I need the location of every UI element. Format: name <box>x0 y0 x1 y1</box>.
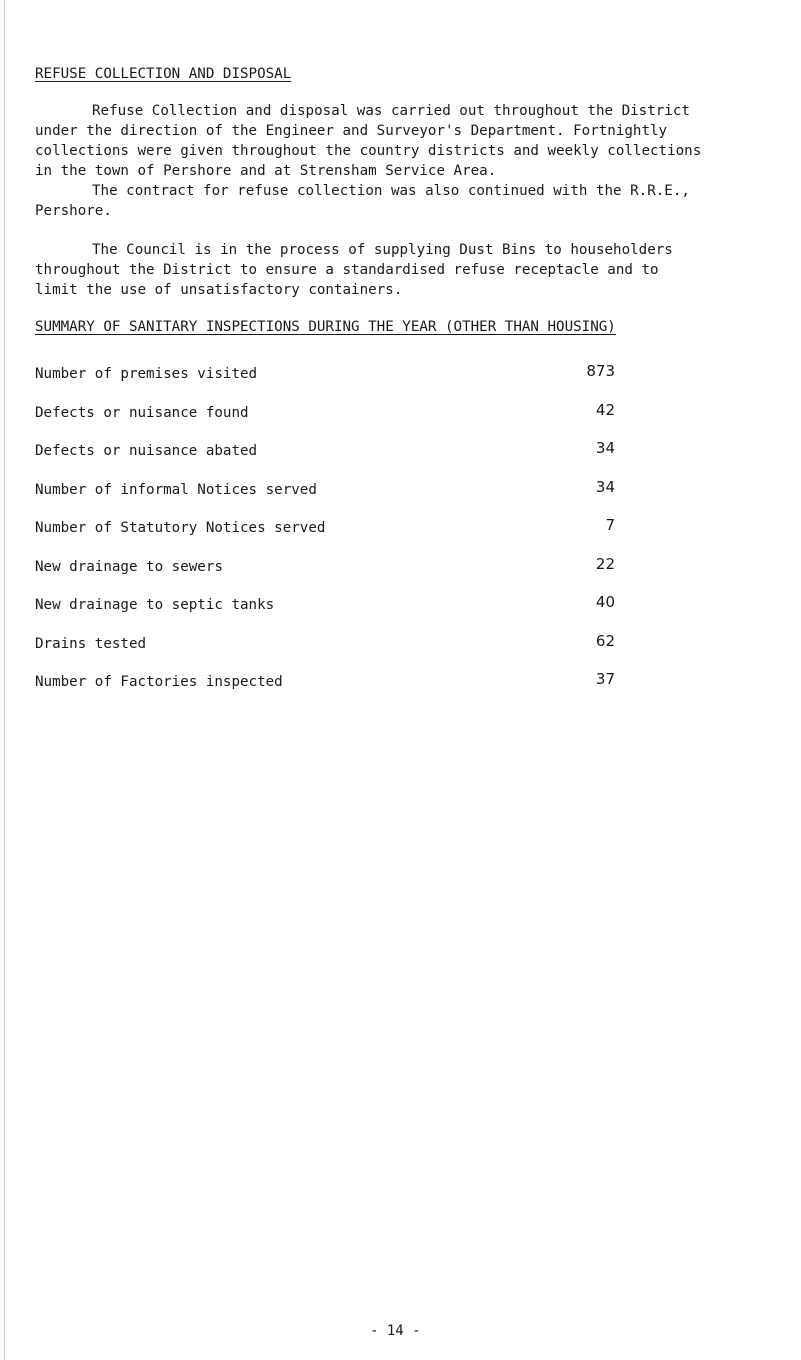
paragraph-line: in the town of Pershore and at Strensham Service Area. <box>35 163 497 179</box>
summary-row <box>35 439 615 478</box>
summary-label: New drainage to sewers <box>35 558 223 575</box>
summary-value: 37 <box>595 670 615 688</box>
paragraph-line: under the direction of the Engineer and Surveyor's Department. Fortnightly <box>35 123 668 139</box>
paragraph-refuse-collection <box>35 101 701 181</box>
paragraph-contract <box>35 181 690 221</box>
summary-row <box>35 478 615 517</box>
paragraph-line: Pershore. <box>35 203 112 219</box>
summary-value: 34 <box>595 477 615 496</box>
summary-row <box>35 516 615 555</box>
summary-label: Drains tested <box>35 635 147 652</box>
section-heading: REFUSE COLLECTION AND DISPOSAL <box>35 66 292 82</box>
summary-row <box>35 401 615 440</box>
summary-row <box>35 632 615 671</box>
summary-heading: SUMMARY OF SANITARY INSPECTIONS DURING THE YEAR (OTHER THAN HOUSING) <box>35 319 616 335</box>
page-number: - 14 - <box>370 1323 421 1339</box>
summary-value: 40 <box>595 593 615 611</box>
paragraph-line: The Council is in the process of supplying Dust Bins to householders <box>92 242 673 258</box>
summary-label: Number of Factories inspected <box>35 674 283 690</box>
summary-row <box>35 362 615 401</box>
page-edge-line <box>4 0 5 1360</box>
summary-value: 42 <box>595 400 615 419</box>
summary-value: 873 <box>586 362 615 380</box>
paragraph-line: limit the use of unsatisfactory containers. <box>35 282 403 298</box>
summary-label: Defects or nuisance found <box>35 404 249 421</box>
summary-row <box>35 555 615 594</box>
summary-label: Defects or nuisance abated <box>35 443 258 459</box>
summary-value: 7 <box>605 516 615 534</box>
summary-value: 62 <box>595 631 615 650</box>
paragraph-line: throughout the District to ensure a standardised refuse receptacle and to <box>35 262 659 278</box>
summary-row <box>35 593 615 632</box>
summary-label: Number of informal Notices served <box>35 481 317 498</box>
summary-label: Number of Statutory Notices served <box>35 520 326 536</box>
paragraph-line: Refuse Collection and disposal was carried out throughout the District <box>92 103 690 119</box>
summary-value: 22 <box>595 554 615 573</box>
paragraph-line: collections were given throughout the country districts and weekly collections <box>35 143 702 159</box>
paragraph-dust-bins <box>35 240 673 300</box>
inspection-summary-list <box>35 362 615 709</box>
summary-label: Number of premises visited <box>35 366 258 382</box>
paragraph-line: The contract for refuse collection was also continued with the R.R.E., <box>92 183 690 199</box>
summary-label: New drainage to septic tanks <box>35 597 275 613</box>
summary-value: 34 <box>595 439 615 457</box>
summary-row <box>35 670 615 709</box>
